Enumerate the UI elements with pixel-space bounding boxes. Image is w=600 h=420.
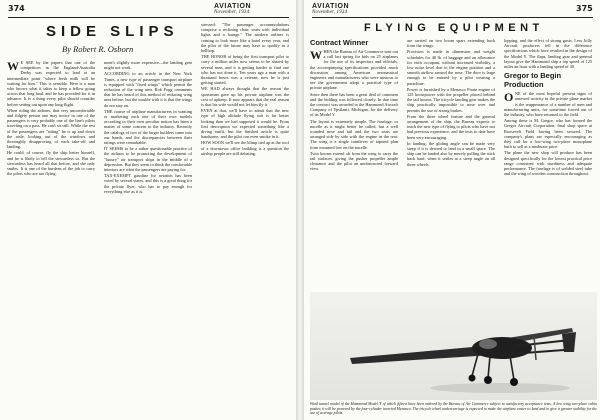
right-page: [304, 0, 600, 420]
byline: By Robert R. Osborn: [62, 44, 134, 54]
masthead-rule: [8, 17, 289, 18]
masthead-title: AVIATION: [312, 3, 350, 10]
paragraph: W E SEE by the papers that one of the competitors in the England-Australia Derby was expected to land at an intermediate point "where fresh milk will be waiting for him." This is sensible. Here is a man who knows what it takes to keep a fellow going across that long haul, and he has provided for it in advance. It is a thing every pilot should consider before setting out upon any long flight.: [7, 60, 95, 107]
article-title: SIDE SLIPS: [46, 23, 179, 40]
paragraph: Among these is M. Gregor, who has formed the Gregor Aircraft Corporation, final shop space at Roosevelt Field having been secured. The company's plans are especially encouraging as they call for a low-wing two-place monoplane built to sell at a moderate price.: [504, 118, 592, 150]
paragraph: WE HAD always thought that the reason the sportsman gave up his private airplane was the cost of upkeep. It now appears that the real reason is that his wife would not let him fly it.: [201, 86, 289, 108]
page-number-left: 374: [8, 4, 25, 13]
paragraph: Provision is made in dimension and weight schedules for 40 lb. of baggage and an allowance for each occupant, without increased visibility, a low noise level due to the engine position and a smooth airflow around the nose. The door is large enough to be entered by a pilot wearing a parachute.: [407, 49, 495, 86]
text-column-3: [504, 38, 592, 288]
masthead-title: AVIATION: [214, 3, 252, 10]
paragraph: EVEN at that, we'll have to admit that the new type of high altitude flying suit is far better looking than we had supposed it would be. From first description we expected something like a diving outfit, but the finished article is quite handsome, and the pilot can even smoke in it.: [201, 108, 289, 140]
left-page: [0, 0, 296, 420]
paragraph: The plane the new shop will produce has been designed specifically for the lowest practical price range consistent with sturdiness and adequate performance. The fuselage is of welded steel tube and the wing of wooden construction throughout.: [504, 150, 592, 177]
paragraph: IT SEEMS to be a rather questionable practice of the airlines to be promoting the development of "luxury" air transport ships in the middle of a depression. But they seem to think the comfortable interiors are what the passengers are paying for.: [104, 146, 192, 173]
paragraph: Since then there has been a great deal of comment and the bidding was followed closely. In due time the contract was awarded to the Hammond Aircraft Company of Ypsilanti, Michigan, for the delivery of its Model Y.: [310, 91, 398, 118]
paragraph: The layout is extremely simple. The fuselage, or nacelle as it might better be called, has a well rounded nose and tail and the two seats are arranged side by side with the engine in the rear. The wing is a single cantilever of tapered plan form mounted low on the nacelle.: [310, 118, 398, 150]
paragraph: THE course of airplane manufacturers in wanting or marketing each one of their own models according to their own peculiar notion has been a matter of some concern to the industry. Recently the catalogs of two of the larger builders came into our hands, and the discrepancies between their ratings were remarkable.: [104, 108, 192, 146]
paragraph: In landing, the gliding angle can be made very steep if it is desired to land in a small space. The ship can be landed also by merely pulling the stick back hard, when it settles at a steep angle on all three wheels.: [407, 140, 495, 167]
section-title: FLYING EQUIPMENT: [364, 22, 544, 34]
photo-caption: Wind tunnel model of the Hammond Model Y of which fifteen have been ordered by the Bureau of Air Commerce subject to satisfactory acceptance tests. A low wing two-place cabin pusher, it will be powered by the four-cylinder inverted Menasco. The tricycle wheel undercarriage is expected to make the airplane easier to land and to give it greater stability for the use of average pilots.: [310, 402, 597, 416]
paragraph: stressed: "The passenger accommodations comprise a reclining chair, seats with individual lights and a lounge." The modern airliner is coming to look more like a hotel every year, and the pilot of the future may have to qualify as a bellhop.: [201, 22, 289, 54]
paragraph: ment's slightly more expensive—the landing gear might not work.: [104, 60, 192, 71]
page-gutter: [296, 0, 304, 420]
text-column-1: [7, 60, 95, 416]
masthead-date: November, 1934: [312, 10, 348, 15]
paragraph: HOW SOON we'll see the blimp tied up at the roof of a downtown office building is a question the airship people are still debating.: [201, 140, 289, 156]
masthead-left: [214, 3, 251, 16]
paragraph: lopping, and the effect of strong gusts. Less Jolly Aircraft producers fell in the difference specifications which have resulted in the design of the Model Y. The flaps, landing gear and general layout give the Hammond ship a top speed of 125 miles an hour with a landing speed of 40.: [504, 38, 592, 70]
paragraph: Twin booms extend aft from the wing to carry the tail surfaces, giving the pusher propeller ample clearance and the pilot an unobstructed forward view.: [310, 150, 398, 172]
paragraph: THE HONOR of being the first transport pilot to carry a million miles now seems to be shared by several men, and it is getting harder to find one who has not done it. Ten years ago a man with a thousand hours was a veteran; now he is just getting started.: [201, 54, 289, 86]
paragraph: ACCORDING to an article in the New York Times, a new type of passenger transport airplane is equipped with "fixed wings" which permit the reduction of the wing area. Rob Fogg comments that he has heard of this method of reducing wing area before, but the trouble with it is that the wings do not stay on.: [104, 71, 192, 108]
text-column-2: [104, 60, 192, 416]
masthead-rule: [312, 17, 593, 18]
paragraph: He could, of course, fly the ship better himself, and he is likely to tell the stewardess so. But the stewardess has heard all that before, and she only smiles. It is one of the burdens of the job to carry the pilots who are not flying.: [7, 150, 95, 177]
dropcap: W: [7, 60, 19, 73]
airplane-model-photo: [310, 292, 597, 400]
paragraph: From the three wheel feature and the general arrangement of the ship, the Bureau expects to teach the new type of flying to pilots who have not had previous experience, and the tests to date have been very encouraging.: [407, 113, 495, 140]
paragraph: are carried on two boom spars extending back from the wings.: [407, 38, 495, 49]
dropcap: W: [310, 47, 322, 62]
text-column-2: [407, 38, 495, 288]
text-column-3: [201, 22, 289, 416]
page-number-right: 375: [576, 4, 593, 13]
paragraph: WHEN the Bureau of Air Commerce sent out a call last spring for bids on 25 airplanes for the use of its inspectors and officials, the accompanying specifications provided much discussion among American aeronautical engineers and manufacturers who were anxious to see the government adopt a practical type of private airplane.: [310, 47, 398, 91]
masthead-right: [312, 3, 349, 16]
paragraph: ONE of the most hopeful present signs of renewed activity in the private plane market is the reappearance of a number of men and manufacturing units, for sometime forced out of the industry, who have returned to the field.: [504, 89, 592, 118]
subhead-gregor: Gregor to Begin Production: [504, 71, 562, 90]
subhead-contract-winner: Contract Winner: [310, 38, 369, 47]
text-column-1: [310, 38, 398, 288]
airplane-icon: [310, 292, 597, 400]
paragraph: When riding the airlines, that very uncomfortable and fidgety person one may notice in one of the passengers is very probably one of the line's pilots traveling on a pass. He can't sit still. While the rest of the passengers are "sitting" he is up and down the aisle, looking out of the windows and thoroughly disapproving of each take-off and landing.: [7, 107, 95, 150]
masthead-date: November, 1934: [214, 10, 250, 15]
paragraph: TAX-EXEMPT gasoline for aviation has been voted by several states, and this is a good thing for the private flyer, who has to pay enough for everything else as it is.: [104, 173, 192, 194]
dropcap: O: [504, 89, 514, 104]
paragraph: Power is furnished by a Menasco Pirate engine of 125 horsepower with the propeller placed behind the tail booms. The tricycle landing gear makes the ship practically impossible to nose over and permits the use of strong brakes.: [407, 86, 495, 113]
